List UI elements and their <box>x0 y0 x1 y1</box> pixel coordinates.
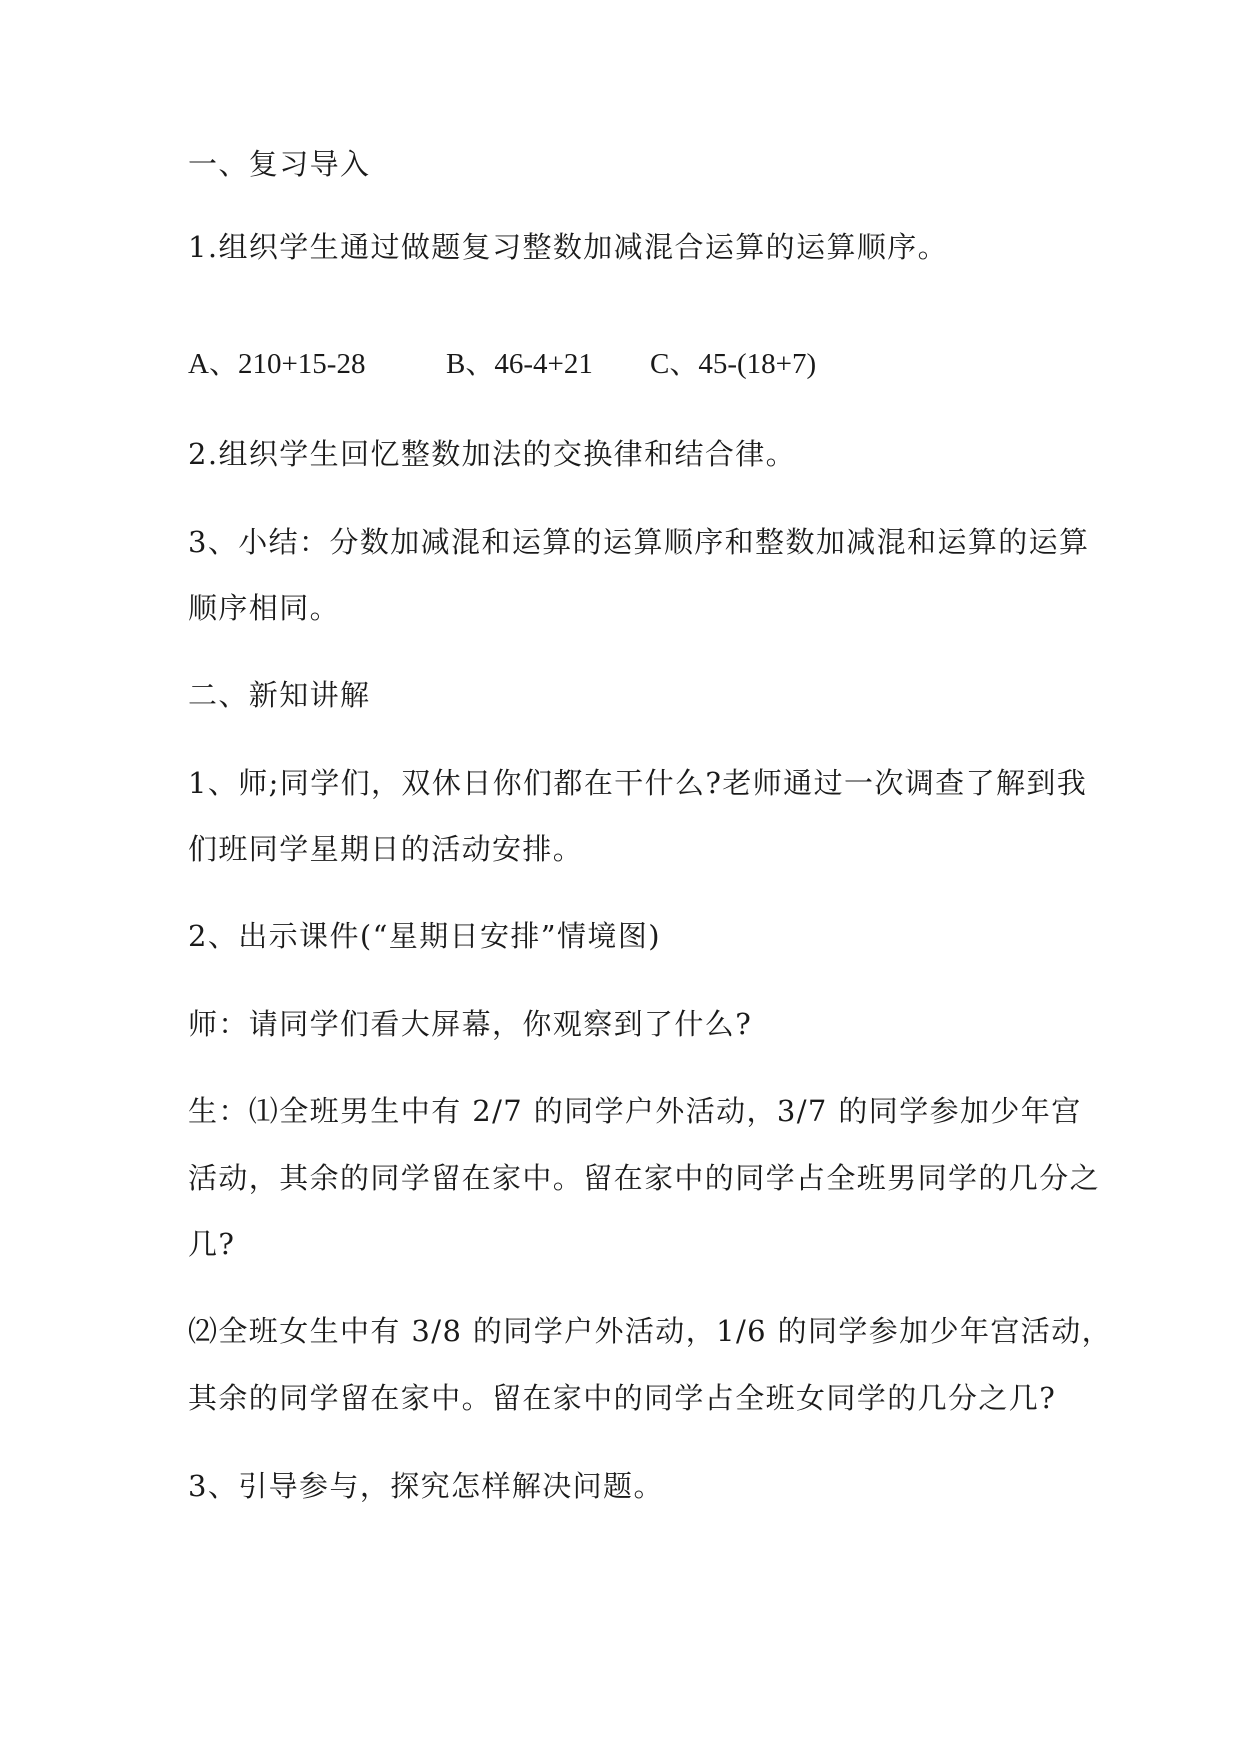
section-heading-new: 二、新知讲解 <box>188 678 371 712</box>
review-item-1: 1.组织学生通过做题复习整数加减混合运算的运算顺序。 <box>188 230 949 264</box>
teach-item-3: 3、引导参与，探究怎样解决问题。 <box>188 1469 664 1503</box>
teacher-question: 师：请同学们看大屏幕，你观察到了什么? <box>188 1007 753 1041</box>
student-answer-1-line-3: 几? <box>188 1227 236 1261</box>
student-answer-1-line-2: 活动，其余的同学留在家中。留在家中的同学占全班男同学的几分之 <box>188 1161 1101 1195</box>
teach-item-1-line-2: 们班同学星期日的活动安排。 <box>188 832 584 866</box>
student-answer-2-line-1: ⑵全班女生中有 3/8 的同学户外活动，1/6 的同学参加少年宫活动， <box>188 1314 1112 1348</box>
summary-line-2: 顺序相同。 <box>188 591 341 625</box>
student-answer-2-line-2: 其余的同学留在家中。留在家中的同学占全班女同学的几分之几? <box>188 1381 1057 1415</box>
summary-line-1: 3、小结：分数加减混和运算的运算顺序和整数加减混和运算的运算 <box>188 525 1090 559</box>
student-answer-1-line-1: 生：⑴全班男生中有 2/7 的同学户外活动，3/7 的同学参加少年宫 <box>188 1094 1082 1128</box>
formula-b: B、46-4+21 <box>446 348 593 380</box>
teach-item-1-line-1: 1、师;同学们，双休日你们都在干什么?老师通过一次调查了解到我 <box>188 766 1088 800</box>
teach-item-2: 2、出示课件(“星期日安排”情境图) <box>188 919 661 953</box>
review-item-2: 2.组织学生回忆整数加法的交换律和结合律。 <box>188 437 797 471</box>
section-heading-review: 一、复习导入 <box>188 147 371 181</box>
formula-c: C、45-(18+7) <box>650 348 817 380</box>
formula-a: A、210+15-28 <box>188 348 366 380</box>
